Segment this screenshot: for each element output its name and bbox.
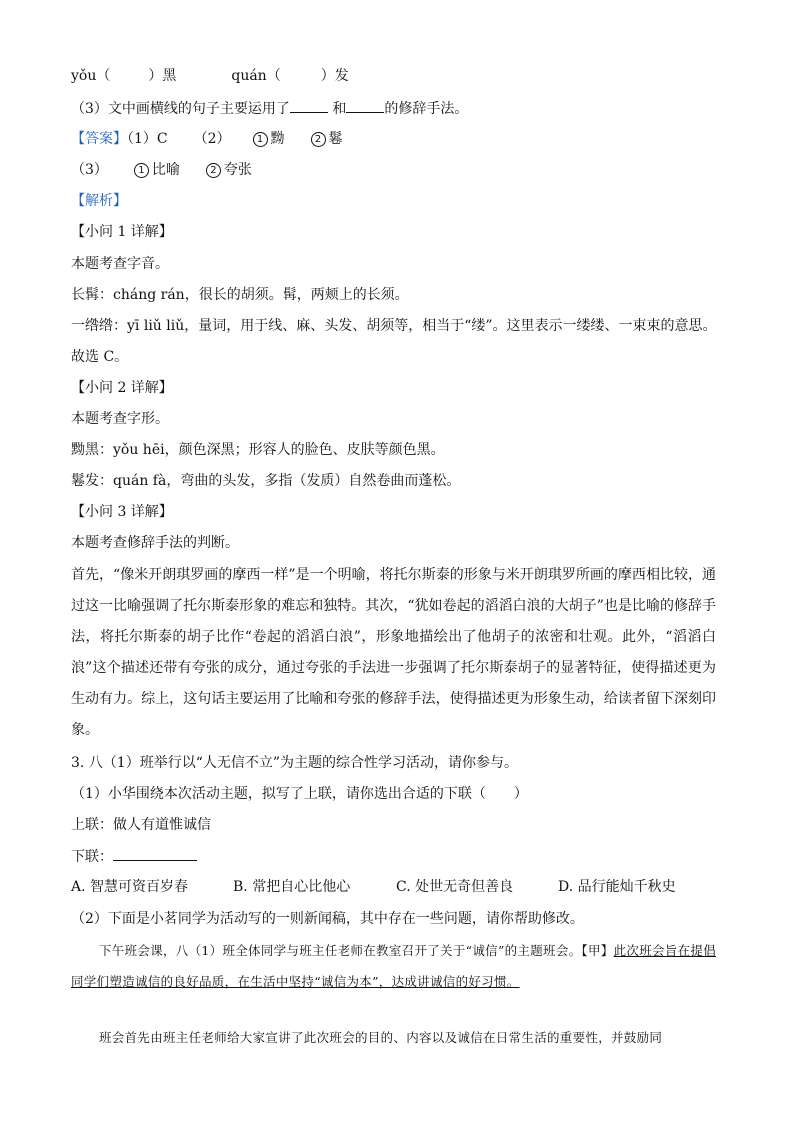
- sub1-heading: 【小问 1 详解】: [71, 224, 173, 240]
- option-b: B. 常把自心比他心: [233, 879, 351, 895]
- sub2-line: 鬈发：quán fà，弯曲的头发，多指（发质）自然卷曲而蓬松。: [71, 473, 461, 489]
- circled-number-2: 2: [311, 132, 326, 147]
- upper-couplet: 上联：做人有道惟诚信: [71, 817, 211, 833]
- sub3-heading: 【小问 3 详解】: [71, 504, 173, 520]
- pinyin-you-end: ）黑: [148, 68, 177, 84]
- option-c: C. 处世无奇但善良: [396, 879, 514, 895]
- question-3-rhetoric: （3）文中画横线的句子主要运用了 和 的修辞手法。: [71, 98, 468, 119]
- answer-blank: [113, 846, 197, 861]
- sub1-line: 长髯：cháng rán，很长的胡须。髯，两颊上的长须。: [71, 287, 409, 303]
- sub3-paragraph: 首先，“像米开朗琪罗画的摩西一样”是一个明喻，将托尔斯泰的形象与米开朗琪罗所画的摩西相比较，通过这一比喻强调了托尔斯泰形象的难忘和独特。其次，“犹如卷起的滔滔白浪的大胡子”也是比喻的修辞手法，将托尔斯泰的胡子比作“卷起的滔滔白浪”，形象地描绘出了他胡子的浓密和壮观。此外，“滔滔白浪”这个描述还带有夸张的成分，通过夸张的手法进一步强调了托尔斯泰胡子的显著特征，使得描述更为生动有力。综上，这句话主要运用了比喻和夸张的修辞手法，使得描述更为形象生动，给读者留下深刻印象。: [71, 567, 716, 738]
- pinyin-you: yǒu（: [71, 68, 111, 84]
- lower-couplet: 下联：: [71, 846, 197, 867]
- answer-line: 【答案】（1）C （2） 1 黝 2 鬈: [71, 131, 343, 147]
- sub3-line: 本题考查修辞手法的判断。: [71, 535, 239, 551]
- circled-number-2: 2: [206, 163, 221, 178]
- answer-blank: [290, 98, 328, 113]
- sub1-line: 本题考查字音。: [71, 256, 169, 272]
- answer-line-3: （3） 1 比喻 2 夸张: [71, 162, 252, 178]
- sub1-line: 故选 C。: [71, 349, 129, 365]
- underlined-sentence-jia: 此次班会旨在提倡同学们塑造诚信的良好品质，在生活中坚持“诚信为本”，达成讲诚信的好习惯。: [71, 943, 716, 989]
- circled-number-1: 1: [134, 163, 149, 178]
- sub2-line: 黝黑：yǒu hēi，颜色深黑；形容人的脸色、皮肤等颜色黑。: [71, 442, 445, 458]
- sub2-heading: 【小问 2 详解】: [71, 380, 173, 396]
- question-3-title: 3. 八（1）班举行以“人无信不立”为主题的综合性学习活动，请你参与。: [71, 755, 519, 771]
- pinyin-quan-end: ）发: [320, 68, 349, 84]
- question-3-part-1: （1）小华围绕本次活动主题，拟写了上联，请你选出合适的下联（ ）: [71, 786, 528, 802]
- news-paragraph-2: 班会首先由班主任老师给大家宣讲了此次班会的目的、内容以及诚信在日常生活的重要性，并鼓励同: [99, 1030, 663, 1045]
- news-paragraph-1: 下午班会课，八（1）班全体同学与班主任老师在教室召开了关于“诚信”的主题班会。【甲】此次班会旨在提倡同学们塑造诚信的良好品质，在生活中坚持“诚信为本”，达成讲诚信的好习惯。: [71, 943, 716, 989]
- answer-label: 【答案】: [71, 131, 127, 147]
- option-d: D. 品行能灿千秋史: [558, 879, 676, 895]
- option-a: A. 智慧可资百岁春: [71, 879, 189, 895]
- pinyin-quan: quán（: [231, 68, 281, 84]
- answer-blank: [346, 98, 384, 113]
- question-3-part-2: （2）下面是小茗同学为活动写的一则新闻稿，其中存在一些问题，请你帮助修改。: [71, 911, 584, 927]
- sub2-line: 本题考查字形。: [71, 411, 169, 427]
- circled-number-1: 1: [253, 132, 268, 147]
- pinyin-blanks-line: [71, 66, 349, 86]
- analysis-label: 【解析】: [71, 193, 127, 209]
- sub1-line: 一绺绺：yī liǔ liǔ，量词，用于线、麻、头发、胡须等，相当于“缕”。这里表示一缕缕、一束束的意思。: [71, 318, 717, 334]
